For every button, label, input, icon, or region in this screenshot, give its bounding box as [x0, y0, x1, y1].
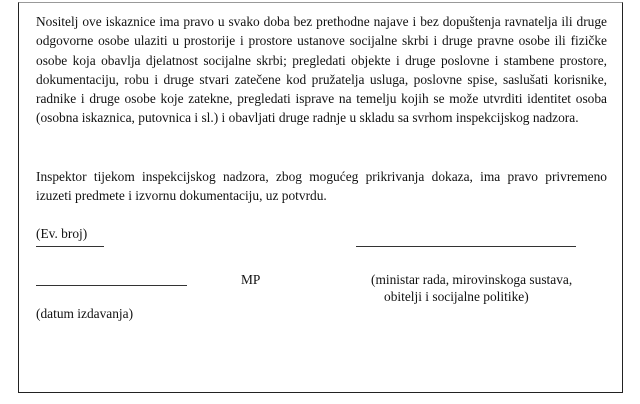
- signatory-title-line2: obitelji i socijalne politike): [384, 289, 529, 304]
- date-line: [36, 285, 187, 286]
- issue-date-label: (datum izdavanja): [36, 306, 134, 321]
- text-line: Inspektor tijekom inspekcijskog nadzora, zbog mogućeg prikrivanja dokaza, ima pravo privremeno: [36, 169, 607, 184]
- ev-broj-label: (Ev. broj): [36, 226, 88, 241]
- signatory-title-line1: (ministar rada, mirovinskoga sustava,: [371, 272, 573, 287]
- text-line: radnike i druge osobe koje zatekne, pregledati isprave na temelju kojih se može utvrditi identitet osoba: [36, 91, 607, 107]
- text-line: dokumentaciju, robu i druge stvari zatečene kod pružatelja usluga, poslovne spise, saslušati korisnike,: [36, 71, 607, 87]
- text-line: odgovorne osobe ulaziti u prostorije i prostore ustanove socijalne skrbi i druge pravne osobe ili fizičke: [36, 33, 607, 49]
- stamp-mp-label: MP: [241, 272, 261, 287]
- text-line: osobe koja obavlja djelatnost socijalne skrbi; pregledati objekte i druge poslovne i stambene prostore,: [36, 52, 607, 68]
- signature-line: [356, 246, 576, 247]
- ev-broj-line: [36, 246, 104, 247]
- text-line: izuzeti predmete i izvornu dokumentaciju, uz potvrdu.: [36, 188, 327, 204]
- text-line: (osobna iskaznica, putovnica i sl.) i obavljati druge radnje u skladu sa svrhom inspekcijskog nadzora.: [36, 110, 579, 126]
- text-line: Nositelj ove iskaznice ima pravo u svako doba bez prethodne najave i bez dopuštenja ravnatelja ili druge: [36, 14, 607, 29]
- paragraph-seizure: [36, 167, 607, 206]
- paragraph-rights: [36, 12, 607, 128]
